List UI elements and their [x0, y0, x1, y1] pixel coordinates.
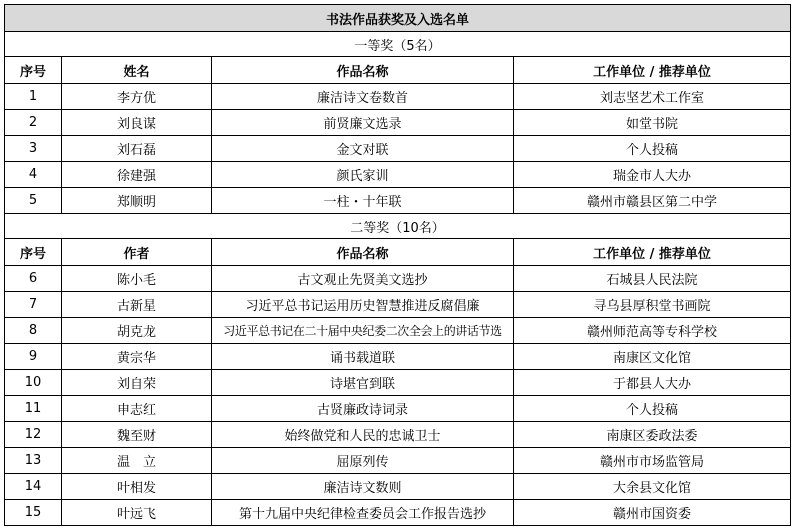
work-unit: 刘志坚艺术工作室 — [514, 84, 791, 110]
author-name: 古新星 — [62, 292, 212, 318]
row-number: 13 — [5, 448, 62, 474]
table-row — [5, 370, 791, 396]
work-unit: 赣州市市场监管局 — [514, 448, 791, 474]
header-unit: 工作单位 / 推荐单位 — [514, 57, 791, 84]
work-title: 第十九届中央纪律检查委员会工作报告选抄 — [212, 500, 514, 526]
author-name: 胡克龙 — [62, 318, 212, 344]
header-number: 序号 — [5, 57, 62, 84]
table-row — [5, 188, 791, 214]
work-unit: 赣州市国资委 — [514, 500, 791, 526]
row-number: 10 — [5, 370, 62, 396]
table-row — [5, 448, 791, 474]
row-number: 5 — [5, 188, 62, 214]
row-number: 2 — [5, 110, 62, 136]
work-title: 习近平总书记运用历史智慧推进反腐倡廉 — [212, 292, 514, 318]
row-number: 4 — [5, 162, 62, 188]
table-title: 书法作品获奖及入选名单 — [5, 5, 791, 32]
work-unit: 大余县文化馆 — [514, 474, 791, 500]
author-name: 刘良谋 — [62, 110, 212, 136]
work-unit: 赣州师范高等专科学校 — [514, 318, 791, 344]
author-name: 郑顺明 — [62, 188, 212, 214]
table-row — [5, 292, 791, 318]
award-group-heading-row — [5, 32, 791, 57]
work-unit: 石城县人民法院 — [514, 266, 791, 292]
header-unit: 工作单位 / 推荐单位 — [514, 239, 791, 266]
table-row — [5, 84, 791, 110]
table-row — [5, 110, 791, 136]
table-row — [5, 500, 791, 526]
table-row — [5, 474, 791, 500]
row-number: 14 — [5, 474, 62, 500]
row-number: 8 — [5, 318, 62, 344]
author-name: 徐建强 — [62, 162, 212, 188]
header-number: 序号 — [5, 239, 62, 266]
award-group-heading: 二等奖（10名） — [5, 214, 791, 239]
author-name: 申志红 — [62, 396, 212, 422]
table-row — [5, 422, 791, 448]
header-work: 作品名称 — [212, 239, 514, 266]
work-title: 金文对联 — [212, 136, 514, 162]
row-number: 12 — [5, 422, 62, 448]
work-title: 古贤廉政诗词录 — [212, 396, 514, 422]
award-group-heading: 一等奖（5名） — [5, 32, 791, 57]
work-unit: 于都县人大办 — [514, 370, 791, 396]
work-title: 习近平总书记在二十届中央纪委二次全会上的讲话节选 — [212, 318, 514, 344]
work-unit: 个人投稿 — [514, 136, 791, 162]
work-title: 廉洁诗文卷数首 — [212, 84, 514, 110]
work-title: 廉洁诗文数则 — [212, 474, 514, 500]
table-row — [5, 318, 791, 344]
table-row — [5, 266, 791, 292]
work-unit: 瑞金市人大办 — [514, 162, 791, 188]
work-title: 古文观止先贤美文选抄 — [212, 266, 514, 292]
author-name: 温 立 — [62, 448, 212, 474]
work-unit: 南康区委政法委 — [514, 422, 791, 448]
table-row — [5, 162, 791, 188]
work-title: 诗堪官到联 — [212, 370, 514, 396]
column-header-row — [5, 239, 791, 266]
work-title: 屈原列传 — [212, 448, 514, 474]
row-number: 3 — [5, 136, 62, 162]
author-name: 叶相发 — [62, 474, 212, 500]
work-unit: 赣州市赣县区第二中学 — [514, 188, 791, 214]
table-row — [5, 136, 791, 162]
row-number: 1 — [5, 84, 62, 110]
work-unit: 寻乌县厚积堂书画院 — [514, 292, 791, 318]
work-title: 始终做党和人民的忠诚卫士 — [212, 422, 514, 448]
author-name: 黄宗华 — [62, 344, 212, 370]
author-name: 刘石磊 — [62, 136, 212, 162]
work-unit: 个人投稿 — [514, 396, 791, 422]
row-number: 11 — [5, 396, 62, 422]
work-title: 前贤廉文选录 — [212, 110, 514, 136]
award-group-heading-row — [5, 214, 791, 239]
column-header-row — [5, 57, 791, 84]
work-title: 颜氏家训 — [212, 162, 514, 188]
author-name: 刘自荣 — [62, 370, 212, 396]
author-name: 李方优 — [62, 84, 212, 110]
author-name: 魏至财 — [62, 422, 212, 448]
row-number: 9 — [5, 344, 62, 370]
table-row — [5, 396, 791, 422]
table-row — [5, 344, 791, 370]
work-title: 诵书载道联 — [212, 344, 514, 370]
work-unit: 如堂书院 — [514, 110, 791, 136]
award-list-table — [4, 4, 791, 526]
work-title: 一柱・十年联 — [212, 188, 514, 214]
author-name: 叶远飞 — [62, 500, 212, 526]
header-name: 姓名 — [62, 57, 212, 84]
row-number: 15 — [5, 500, 62, 526]
row-number: 6 — [5, 266, 62, 292]
table-title-row — [5, 5, 791, 32]
header-work: 作品名称 — [212, 57, 514, 84]
header-name: 作者 — [62, 239, 212, 266]
work-unit: 南康区文化馆 — [514, 344, 791, 370]
row-number: 7 — [5, 292, 62, 318]
author-name: 陈小毛 — [62, 266, 212, 292]
